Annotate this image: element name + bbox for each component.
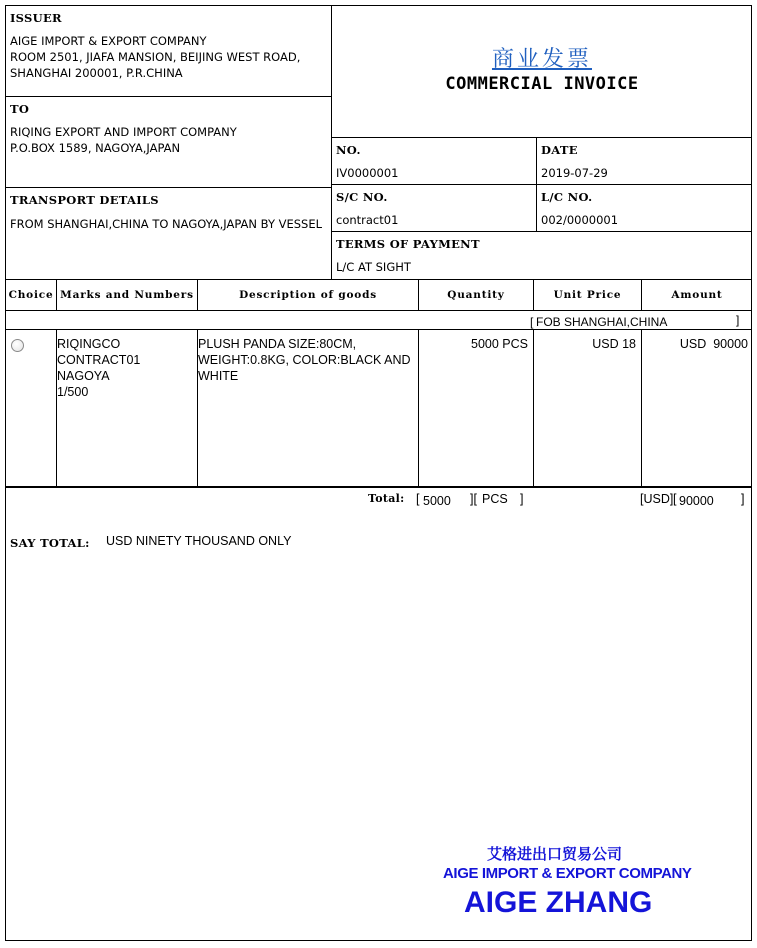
- trade-term-close: ]: [736, 313, 740, 327]
- payment-value: L/C AT SIGHT: [336, 260, 411, 274]
- sc-no-label: S/C NO.: [336, 190, 388, 204]
- total-amt-open: [: [673, 492, 677, 506]
- header-marks: Marks and Numbers: [60, 289, 194, 301]
- trade-term-open: [: [530, 315, 534, 329]
- divider-issuer: [5, 96, 331, 97]
- row-description: PLUSH PANDA SIZE:80CM, WEIGHT:0.8KG, COLOR:BLACK AND WHITE: [198, 337, 411, 383]
- header-amount: Amount: [671, 289, 723, 301]
- say-total-label: SAY TOTAL:: [10, 536, 90, 550]
- divider-sc: [332, 231, 752, 232]
- total-label: Total:: [368, 492, 405, 505]
- col-line-3b: [418, 330, 419, 486]
- total-amt-close: ]: [741, 492, 745, 506]
- signature: AIGE ZHANG: [464, 886, 653, 919]
- row-amount: USD 90000: [679, 337, 748, 351]
- say-total-value: USD NINETY THOUSAND ONLY: [106, 534, 292, 548]
- transport-value: FROM SHANGHAI,CHINA TO NAGOYA,JAPAN BY VESSEL: [10, 217, 323, 231]
- issuer-line3: SHANGHAI 200001, P.R.CHINA: [10, 66, 183, 80]
- date-value: 2019-07-29: [541, 166, 608, 180]
- trade-term-value: FOB SHANGHAI,CHINA: [536, 315, 668, 329]
- divider-title: [332, 137, 752, 138]
- row-marks-line3: NAGOYA: [57, 369, 110, 383]
- date-label: DATE: [541, 143, 578, 157]
- row-quantity: 5000 PCS: [471, 337, 528, 351]
- issuer-line2: ROOM 2501, JIAFA MANSION, BEIJING WEST ROAD,: [10, 50, 301, 64]
- total-qty: 5000: [423, 494, 451, 508]
- col-line-5b: [641, 330, 642, 486]
- issuer-line1: AIGE IMPORT & EXPORT COMPANY: [10, 34, 207, 48]
- total-unit: PCS: [482, 492, 508, 506]
- to-line1: RIQING EXPORT AND IMPORT COMPANY: [10, 125, 237, 139]
- invoice-title-cn: 商业发票: [491, 47, 592, 72]
- no-label: NO.: [336, 143, 361, 157]
- row-marks-line2: CONTRACT01: [57, 353, 141, 367]
- divider-header-bottom: [5, 310, 752, 311]
- row-unit-price: USD 18: [592, 337, 636, 351]
- divider-rows-bottom: [5, 486, 752, 488]
- row-marks-line4: 1/500: [57, 385, 89, 399]
- transport-label: TRANSPORT DETAILS: [10, 193, 159, 207]
- sc-no-value: contract01: [336, 213, 399, 227]
- total-qty-open: [: [416, 492, 420, 506]
- total-currency: [USD]: [640, 492, 674, 506]
- invoice-title-en: COMMERCIAL INVOICE: [445, 74, 639, 94]
- header-quantity: Quantity: [447, 289, 505, 301]
- issuer-label: ISSUER: [10, 11, 62, 25]
- stamp-company-en: AIGE IMPORT & EXPORT COMPANY: [443, 865, 692, 882]
- to-label: TO: [10, 102, 30, 116]
- payment-label: TERMS OF PAYMENT: [336, 237, 480, 251]
- header-choice: Choice: [8, 289, 54, 301]
- header-unit-price: Unit Price: [553, 289, 622, 301]
- divider-table-top: [5, 279, 752, 280]
- divider-to: [5, 187, 331, 188]
- no-value: IV0000001: [336, 166, 399, 180]
- divider-no: [332, 184, 752, 185]
- lc-no-value: 002/0000001: [541, 213, 619, 227]
- to-line2: P.O.BOX 1589, NAGOYA,JAPAN: [10, 141, 181, 155]
- total-qty-close: ]: [520, 492, 524, 506]
- stamp-company-cn: 艾格进出口贸易公司: [487, 845, 623, 863]
- header-description: Description of goods: [239, 289, 377, 301]
- row-choice-radio[interactable]: [11, 339, 24, 352]
- lc-no-label: L/C NO.: [541, 190, 593, 204]
- total-amount: 90000: [679, 494, 714, 508]
- col-line-4b: [533, 330, 534, 486]
- row-marks-line1: RIQINGCO: [57, 337, 121, 351]
- total-qty-mid: ][: [470, 492, 477, 506]
